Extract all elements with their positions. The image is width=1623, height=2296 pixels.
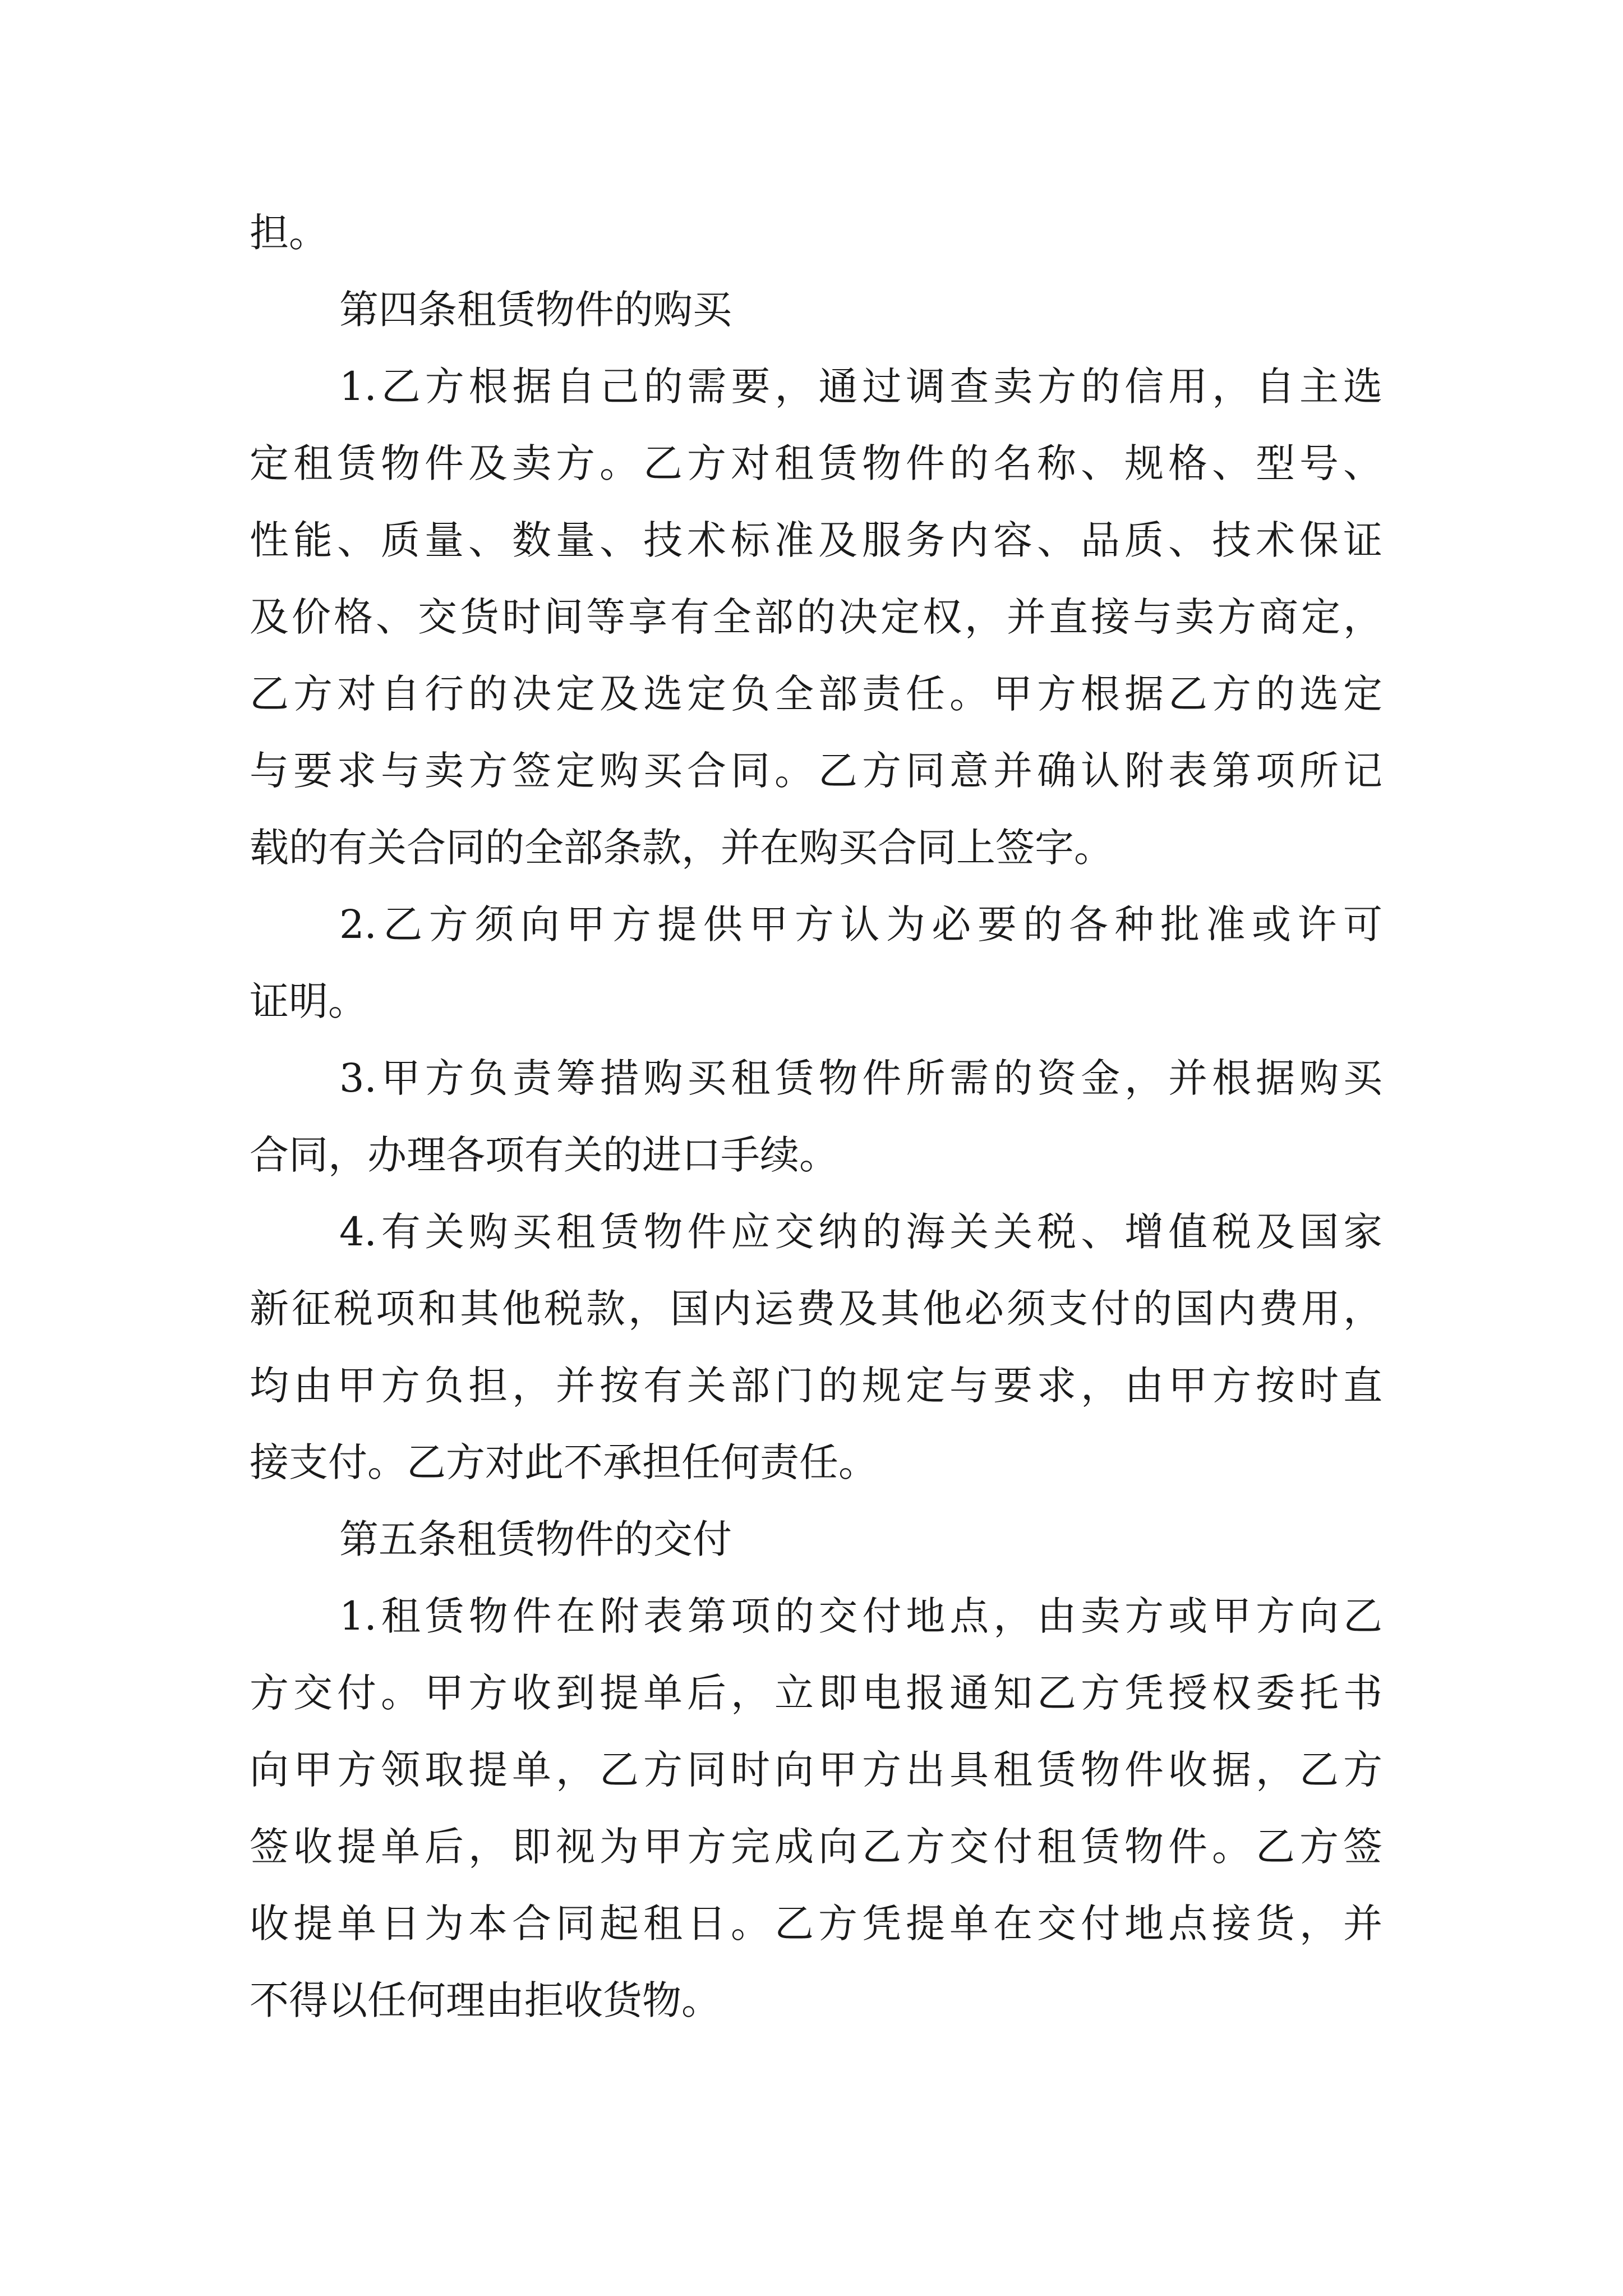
section-heading: 第四条租赁物件的购买 — [339, 287, 732, 333]
text-line: 1.乙方根据自己的需要，通过调查卖方的信用，自主选 — [339, 364, 1382, 409]
text-line: 3.甲方负责筹措购买租赁物件所需的资金，并根据购买 — [339, 1055, 1382, 1101]
text-line: 定租赁物件及卖方。乙方对租赁物件的名称、规格、型号、 — [250, 440, 1382, 486]
text-line: 均由甲方负担，并按有关部门的规定与要求，由甲方按时直 — [250, 1363, 1382, 1409]
text-line: 4.有关购买租赁物件应交纳的海关关税、增值税及国家 — [339, 1209, 1382, 1255]
text-line: 方交付。甲方收到提单后，立即电报通知乙方凭授权委托书 — [250, 1670, 1382, 1716]
text-line: 合同，办理各项有关的进口手续。 — [250, 1132, 838, 1178]
section-heading: 第五条租赁物件的交付 — [339, 1516, 732, 1562]
text-line: 性能、质量、数量、技术标准及服务内容、品质、技术保证 — [250, 517, 1382, 563]
text-line: 载的有关合同的全部条款，并在购买合同上签字。 — [250, 825, 1113, 871]
text-line: 1.租赁物件在附表第项的交付地点，由卖方或甲方向乙 — [339, 1593, 1382, 1639]
text-line: 及价格、交货时间等享有全部的决定权，并直接与卖方商定， — [250, 594, 1382, 640]
text-line: 与要求与卖方签定购买合同。乙方同意并确认附表第项所记 — [250, 748, 1382, 794]
text-line: 接支付。乙方对此不承担任何责任。 — [250, 1439, 878, 1485]
text-line: 2.乙方须向甲方提供甲方认为必要的各种批准或许可 — [339, 901, 1382, 947]
text-line: 不得以任何理由拒收货物。 — [250, 1977, 721, 2023]
text-line: 收提单日为本合同起租日。乙方凭提单在交付地点接货，并 — [250, 1901, 1382, 1947]
text-line: 向甲方领取提单，乙方同时向甲方出具租赁物件收据，乙方 — [250, 1747, 1382, 1793]
text-line: 乙方对自行的决定及选定负全部责任。甲方根据乙方的选定 — [250, 671, 1382, 717]
text-line: 证明。 — [250, 978, 367, 1024]
text-line: 担。 — [250, 210, 328, 256]
text-line: 签收提单后，即视为甲方完成向乙方交付租赁物件。乙方签 — [250, 1824, 1382, 1870]
text-line: 新征税项和其他税款，国内运费及其他必须支付的国内费用， — [250, 1286, 1382, 1332]
